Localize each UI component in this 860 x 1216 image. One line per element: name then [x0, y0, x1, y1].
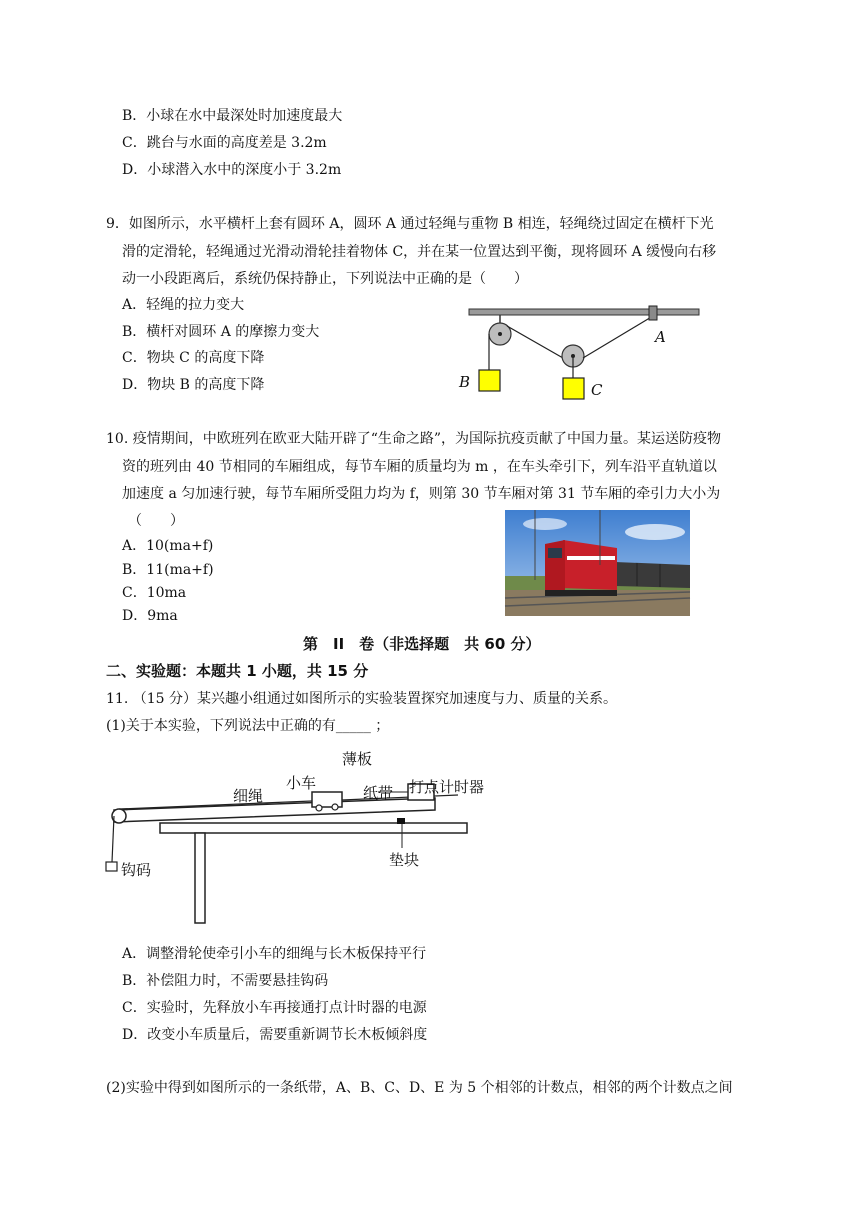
- q11-option-a: A．调整滑轮使牵引小车的细绳与长木板保持平行: [122, 946, 427, 962]
- q9-option-d: D．物块 B 的高度下降: [122, 377, 265, 393]
- label-string: 细绳: [233, 787, 264, 805]
- object-c: [563, 378, 584, 399]
- q8-option-b: B．小球在水中最深处时加速度最大: [122, 108, 343, 124]
- q11-sub1: (1)关于本实验，下列说法中正确的有_____ ；: [106, 718, 390, 734]
- q9-option-a: A．轻绳的拉力变大: [122, 297, 245, 313]
- q9-option-c: C．物块 C 的高度下降: [122, 350, 265, 366]
- q10-option-c: C．10ma: [122, 585, 187, 601]
- q11-option-d: D．改变小车质量后，需要重新调节长木板倾斜度: [122, 1027, 428, 1043]
- label-b: B: [459, 373, 471, 391]
- table-top: [160, 823, 467, 833]
- label-a: A: [655, 328, 666, 346]
- q11-option-c: C．实验时，先释放小车再接通打点计时器的电源: [122, 1000, 427, 1016]
- ring-a: [649, 306, 657, 320]
- q8-option-d: D．小球潜入水中的深度小于 3.2m: [122, 162, 342, 178]
- hook-weight: [106, 862, 117, 871]
- table-leg: [195, 833, 205, 923]
- label-plate: 薄板: [342, 750, 373, 768]
- section-2-title: 二、实验题：本题共 1 小题，共 15 分: [106, 662, 369, 680]
- q9-stem-line-3: 动一小段距离后，系统仍保持静止，下列说法中正确的是（ ）: [122, 271, 528, 287]
- horizontal-rod: [469, 309, 699, 315]
- q10-option-a: A．10(ma+f): [122, 538, 214, 554]
- q10-stem-line-3: 加速度 a 匀加速行驶，每节车厢所受阻力均为 f，则第 30 节车厢对第 31 节车厢的牵引力大小为: [122, 486, 721, 502]
- q9-option-b: B．横杆对圆环 A 的摩擦力变大: [122, 324, 320, 340]
- q10-stem-line-2: 资的班列由 40 节相同的车厢组成，每节车厢的质量均为 m ，在车头牵引下，列车沿平直轨道以: [122, 459, 717, 475]
- q10-option-d: D．9ma: [122, 608, 178, 624]
- part-2-title: 第 II 卷（非选择题 共 60 分）: [303, 635, 541, 653]
- weight-b: [479, 370, 500, 391]
- q10-stem-line-4: （ ）: [128, 513, 184, 529]
- train-photo: [505, 510, 690, 616]
- q8-option-c: C．跳台与水面的高度差是 3.2m: [122, 135, 327, 151]
- label-timer: 打点计时器: [409, 778, 485, 796]
- label-block: 垫块: [389, 851, 420, 869]
- label-weight: 钩码: [121, 861, 152, 879]
- q11-stem: 11. （15 分）某兴趣小组通过如图所示的实验装置探究加速度与力、质量的关系。: [106, 691, 617, 707]
- q9-stem-line-1: 9．如图所示，水平横杆上套有圆环 A，圆环 A 通过轻绳与重物 B 相连，轻绳绕过固定在横杆下光: [106, 216, 714, 232]
- label-c: C: [591, 381, 603, 399]
- q11-option-b: B．补偿阻力时，不需要悬挂钩码: [122, 973, 329, 989]
- block-pad: [397, 818, 405, 824]
- q10-stem-line-1: 10. 疫情期间，中欧班列在欧亚大陆开辟了“生命之路”，为国际抗疫贡献了中国力量。某运送防疫物: [106, 431, 722, 447]
- label-tape: 纸带: [363, 784, 394, 802]
- label-cart: 小车: [286, 774, 317, 792]
- q11-apparatus-figure: [100, 740, 485, 930]
- q11-sub2: (2)实验中得到如图所示的一条纸带，A、B、C、D、E 为 5 个相邻的计数点，相邻的两个计数点之间: [106, 1080, 733, 1096]
- q9-pulley-figure: [455, 300, 710, 405]
- q9-stem-line-2: 滑的定滑轮，轻绳通过光滑动滑轮挂着物体 C，并在某一位置达到平衡，现将圆环 A 缓慢向右移: [122, 244, 717, 260]
- q10-option-b: B．11(ma+f): [122, 562, 214, 578]
